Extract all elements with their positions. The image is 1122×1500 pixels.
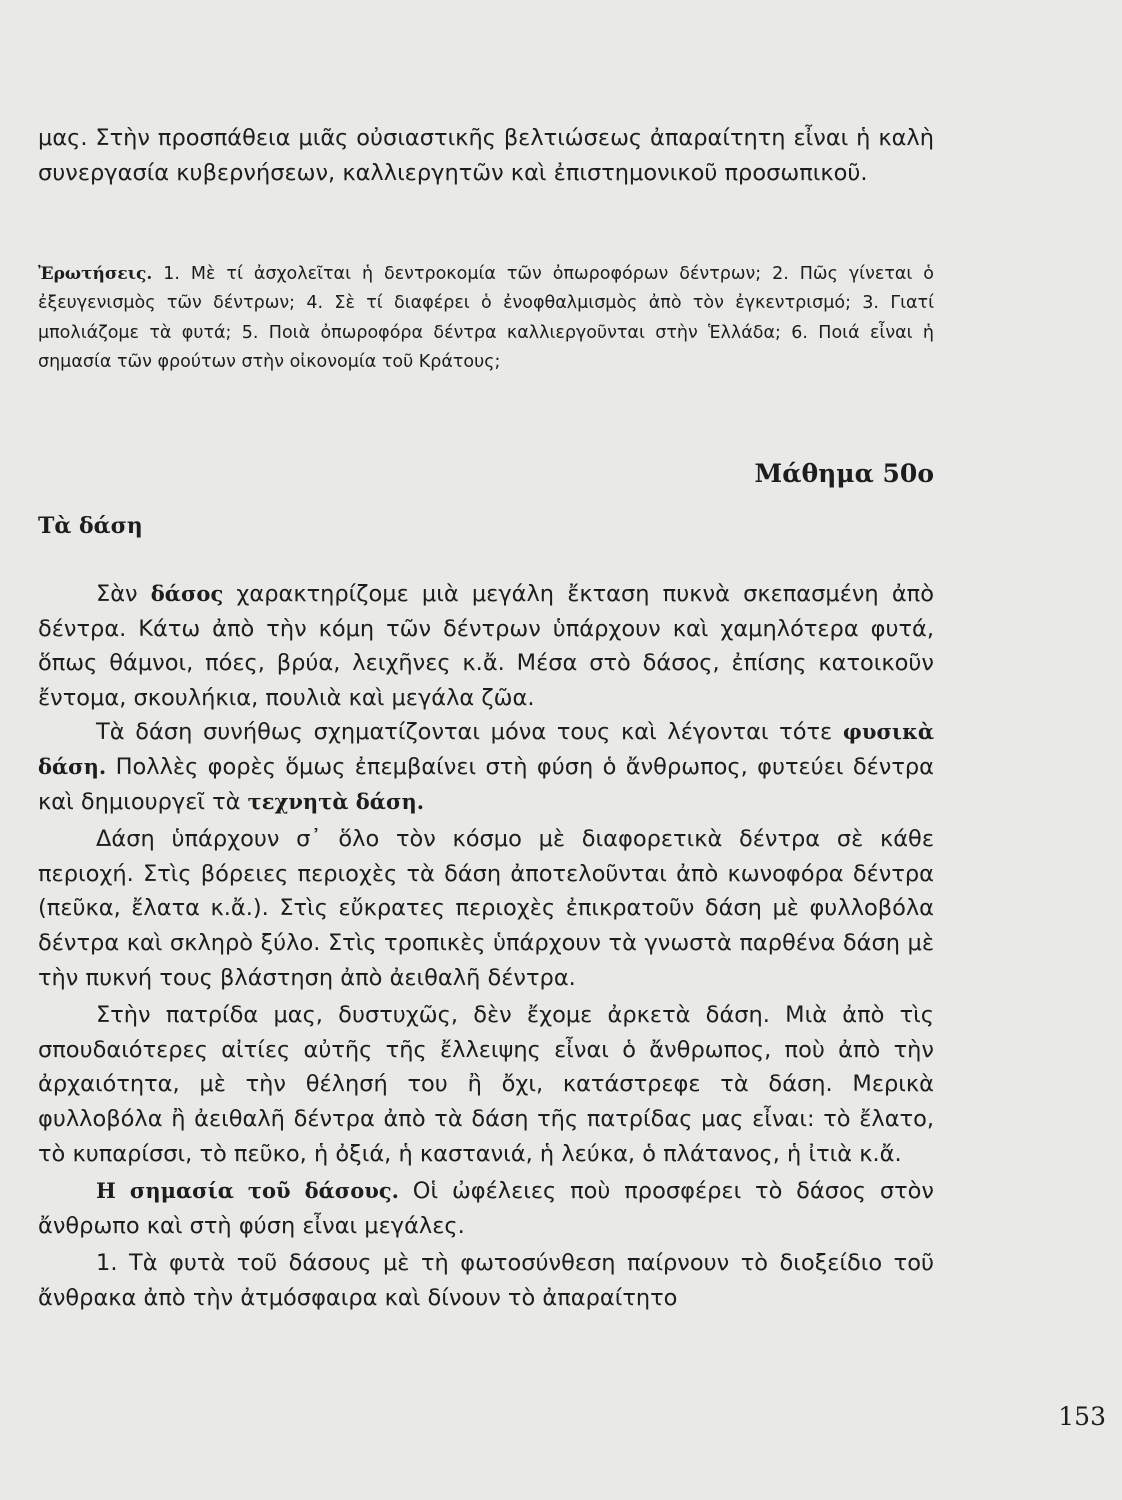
paragraph-definition <box>38 577 934 715</box>
intro-paragraph: μας. Στὴν προσπάθεια μιᾶς οὐσιαστικῆς βελτιώσεως ἀπαραίτητη εἶναι ἡ καλὴ συνεργασία κυβερνήσεων, καλλιεργητῶν καὶ ἐπιστημονικοῦ προσωπικοῦ. <box>38 125 934 186</box>
paragraph-world-forests: Δάση ὑπάρχουν σ᾽ ὅλο τὸν κόσμο μὲ διαφορετικὰ δέντρα σὲ κάθε περιοχή. Στὶς βόρειες περιοχὲς τὰ δάση ἀποτελοῦνται ἀπὸ κωνοφόρα δέντρα (πεῦκα, ἔλατα κ.ἄ.). Στὶς εὔκρατες περιοχὲς ἐπικρατοῦν δάση μὲ φυλλοβόλα δέντρα καὶ σκληρὸ ξύλο. Στὶς τροπικὲς ὑπάρχουν τὰ γνωστὰ παρθένα δάση μὲ τὴν πυκνή τους βλάστηση ἀπὸ ἀειθαλῆ δέντρα. <box>38 826 934 991</box>
p1-text-a: Σὰν <box>96 581 151 607</box>
paragraph-natural-artificial <box>38 715 934 819</box>
questions-block <box>38 260 934 378</box>
p5-text: Οἱ ὠφέλειες ποὺ προσφέρει τὸ δάσος στὸν ἄνθρωπο καὶ στὴ φύση εἶναι μεγάλες. <box>38 1178 934 1239</box>
section-body <box>38 577 934 1315</box>
questions-label: Ἐρωτήσεις. <box>38 263 153 284</box>
term-forest: δάσος <box>150 581 224 606</box>
page-number: 153 <box>1058 1402 1106 1431</box>
p1-text-b: χαρακτηρίζομε μιὰ μεγάλη ἔκταση πυκνὰ σκεπασμένη ἀπὸ δέντρα. Κάτω ἀπὸ τὴν κόμη τῶν δέντρων ὑπάρχουν καὶ χαμηλότερα φυτά, ὅπως θάμνοι, πόες, βρύα, λειχῆνες κ.ἄ. Μέσα στὸ δάσος, ἐπίσης κατοικοῦν ἔντομα, σκουλήκια, πουλιὰ καὶ μεγάλα ζῶα. <box>38 581 934 711</box>
term-artificial-forests: τεχνητὰ δάση. <box>247 788 425 814</box>
paragraph-greek-forests: Στὴν πατρίδα μας, δυστυχῶς, δὲν ἔχομε ἀρκετὰ δάση. Μιὰ ἀπὸ τὶς σπουδαιότερες αἰτίες αὐτῆς τῆς ἔλλειψης εἶναι ὁ ἄνθρωπος, ποὺ ἀπὸ τὴν ἀρχαιότητα, μὲ τὴν θέλησή του ἢ ὄχι, κατάστρεφε τὰ δάση. Μερικὰ φυλλοβόλα ἢ ἀειθαλῆ δέντρα ἀπὸ τὰ δάση τῆς πατρίδας μας εἶναι: τὸ ἔλατο, τὸ κυπαρίσσι, τὸ πεῦκο, ἡ ὀξιά, ἡ καστανιά, ἡ λεύκα, ὁ πλάτανος, ἡ ἰτιὰ κ.ἄ. <box>38 1002 934 1167</box>
p2-text-a: Τὰ δάση συνήθως σχηματίζονται μόνα τους καὶ λέγονται τότε <box>96 719 843 746</box>
lesson-title: Μάθημα 50ο <box>754 459 934 488</box>
section-title: Τὰ δάση <box>38 513 143 539</box>
heading-importance: Η σημασία τοῦ δάσους. <box>96 1178 399 1204</box>
paragraph-importance <box>38 1174 934 1243</box>
term-natural-forests: φυσικὰ δάση. <box>38 719 934 779</box>
book-page <box>38 0 934 1500</box>
questions-text: 1. Μὲ τί ἀσχολεῖται ἡ δεντροκομία τῶν ὀπωροφόρων δέντρων; 2. Πῶς γίνεται ὁ ἐξευγενισμὸς τῶν δέντρων; 4. Σὲ τί διαφέρει ὁ ἐνοφθαλμισμὸς ἀπὸ τὸν ἐγκεντρισμό; 3. Γιατί μπολιάζομε τὰ φυτά; 5. Ποιὰ ὀπωροφόρα δέντρα καλλιεργοῦνται στὴν Ἑλλάδα; 6. Ποιά εἶναι ἡ σημασία τῶν φρούτων στὴν οἰκονομία τοῦ Κράτους; <box>38 263 934 372</box>
paragraph-photosynthesis: 1. Τὰ φυτὰ τοῦ δάσους μὲ τὴ φωτοσύνθεση παίρνουν τὸ διοξείδιο τοῦ ἄνθρακα ἀπὸ τὴν ἀτμόσφαιρα καὶ δίνουν τὸ ἀπαραίτητο <box>38 1250 934 1311</box>
p2-text-b: Πολλὲς φορὲς ὅμως ἐπεμβαίνει στὴ φύση ὁ ἄνθρωπος, φυτεύει δέντρα καὶ δημιουργεῖ τὰ <box>38 753 934 815</box>
